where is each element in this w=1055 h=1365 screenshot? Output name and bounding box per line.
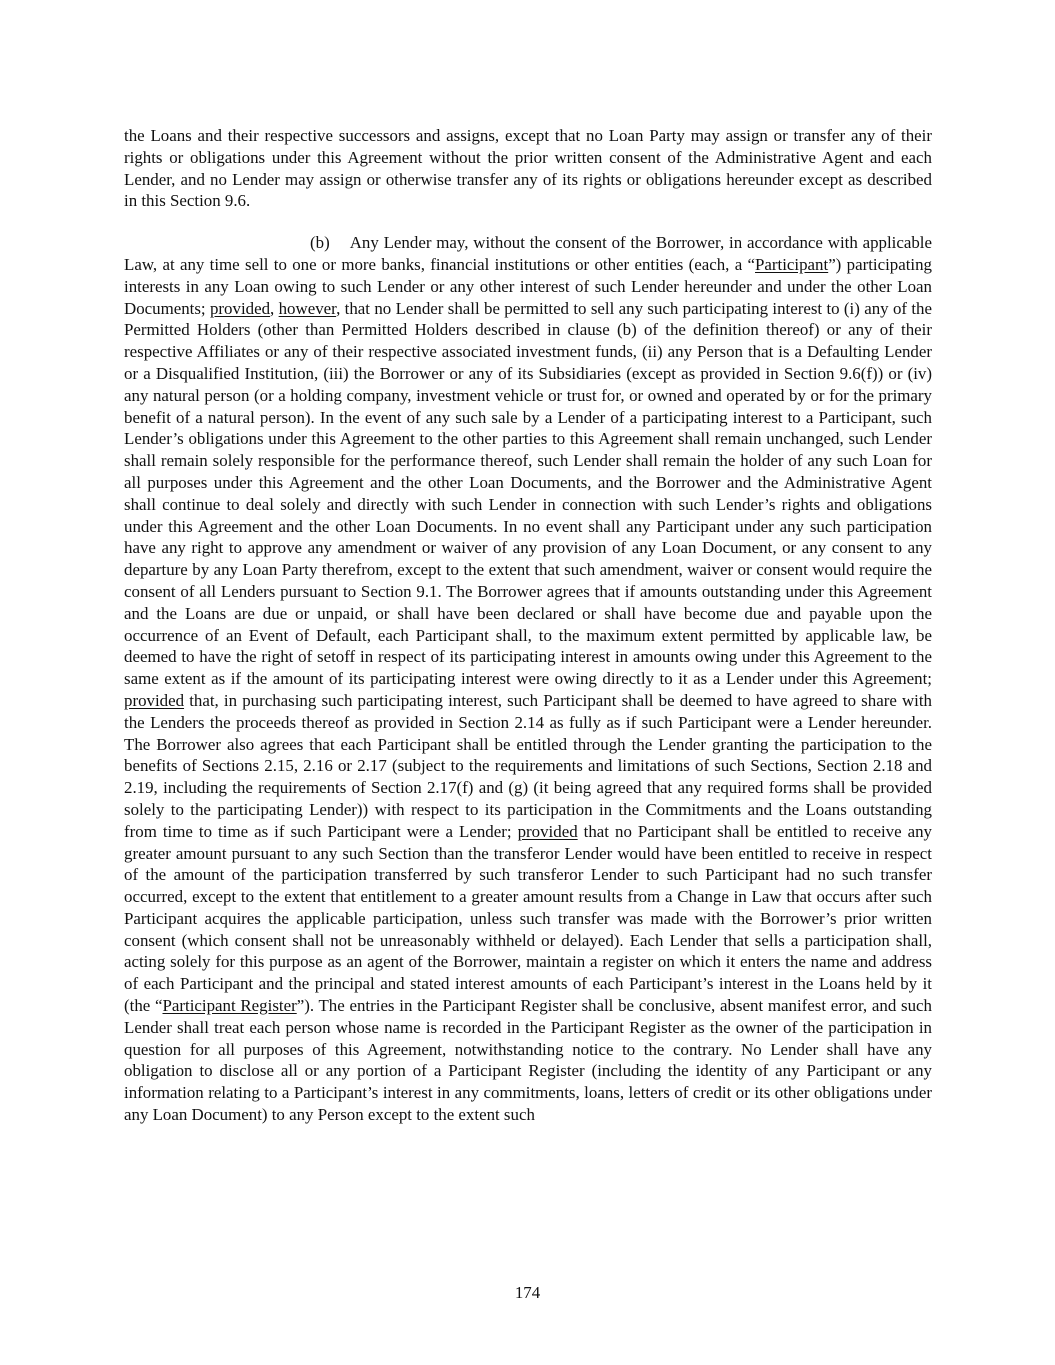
document-page <box>124 125 932 1126</box>
clause-label: (b) <box>310 233 330 253</box>
text-segment-5: that, in purchasing such participating interest, such Participant shall be deemed to have agreed to share with the Lenders the proceeds thereof as provided in Section 2.14 as fully as if such Participant were a Lender hereunder. The Borrower also agrees that each Participant shall be entitled through the Lender granting the participation to the benefits of Sections 2.15, 2.16 or 2.17 (subject to the requirements and limitations of such Sections, Section 2.18 and 2.19, including the requirements of Section 2.17(f) and (g) (it being agreed that any required forms shall be provided solely to the participating Lender)) with respect to its participation in the Commitments and the Loans outstanding from time to time as if such Participant were a Lender; <box>124 690 932 841</box>
paragraph-continuation <box>124 125 932 212</box>
term-provided-1: provided <box>209 298 271 318</box>
paragraph-b <box>124 232 932 1126</box>
text-segment-1: Any Lender may, without the consent of the Borrower, in accordance with applicable Law, at any time sell to one or more banks, financial institutions or other entities (each, a “ <box>124 233 932 274</box>
term-provided-2: provided <box>124 690 185 710</box>
page-number: 174 <box>514 1283 541 1302</box>
text-segment-4: , that no Lender shall be permitted to sell any such participating interest to (i) any of the Permitted Holders (other than Permitted Holders described in clause (b) of the definition thereof) or any of their respective Affiliates or any of their respective associated investment funds, (ii) any Person that is a Defaulting Lender or a Disqualified Institution, (iii) the Borrower or any of its Subsidiaries (except as provided in Section 9.6(f)) or (iv) any natural person (or a holding company, investment vehicle or trust for, or owned and operated by or for the primary benefit of a natural person). In the event of any such sale by a Lender of a participating interest to a Participant, such Lender’s obligations under this Agreement to the other parties to this Agreement shall remain unchanged, such Lender shall remain solely responsible for the performance thereof, such Lender shall remain the holder of any such Loan for all purposes under this Agreement and the other Loan Documents, and the Borrower and the Administrative Agent shall continue to deal solely and directly with such Lender in connection with such Lender’s rights and obligations under this Agreement and the other Loan Documents. In no event shall any Participant under any such participation have any right to approve any amendment or waiver of any provision of any Loan Document, or any consent to any departure by any Loan Party therefrom, except to the extent that such amendment, waiver or consent would require the consent of all Lenders pursuant to Section 9.1. The Borrower agrees that if amounts outstanding under this Agreement and the Loans are due or unpaid, or shall have been declared or shall have become due and payable upon the occurrence of an Event of Default, each Participant shall, to the maximum extent permitted by applicable law, be deemed to have the right of setoff in respect of its participating interest in amounts owing under this Agreement to the same extent as if the amount of its participating interest were owing directly to it as a Lender under this Agreement; <box>124 298 933 689</box>
text-segment-7: ”). The entries in the Participant Register shall be conclusive, absent manifest error, and such Lender shall treat each person whose name is recorded in the Participant Register as the owner of the participation in question for all purposes of this Agreement, notwithstanding notice to the contrary. No Lender shall have any obligation to disclose all or any portion of a Participant Register (including the identity of any Participant or any information relating to a Participant’s interest in any commitments, loans, letters of credit or its other obligations under any Loan Document) to any Person except to the extent such <box>124 996 932 1125</box>
term-provided-3: provided <box>517 821 578 841</box>
paragraph-1-text: the Loans and their respective successors and assigns, except that no Loan Party may assign or transfer any of their rights or obligations under this Agreement without the prior written consent of the Administrative Agent and each Lender, and no Lender may assign or otherwise transfer any of its rights or obligations hereunder except as described in this Section 9.6. <box>124 126 932 211</box>
term-however: however <box>278 298 337 318</box>
text-segment-2: ”) participating interests in any Loan owing to such Lender or any other interest of such Lender hereunder and under the other Loan Documents; <box>124 254 932 318</box>
defined-term-participant: Participant <box>755 254 829 274</box>
defined-term-participant-register: Participant Register <box>162 996 297 1016</box>
text-segment-6: that no Participant shall be entitled to receive any greater amount pursuant to any such Section than the transferor Lender would have been entitled to receive in respect of the amount of the participation transferred by such transferor Lender to such Participant had no such transfer occurred, except to the extent that entitlement to a greater amount results from a Change in Law that occurs after such Participant acquires the applicable participation, unless such transfer was made with the Borrower’s prior written consent (which consent shall not be unreasonably withheld or delayed). Each Lender that sells a participation shall, acting solely for this purpose as an agent of the Borrower, maintain a register on which it enters the name and address of each Participant and the principal and stated interest amounts of each Participant’s interest in the Loans held by it (the “ <box>124 821 932 1016</box>
text-segment-3: , <box>270 298 279 318</box>
